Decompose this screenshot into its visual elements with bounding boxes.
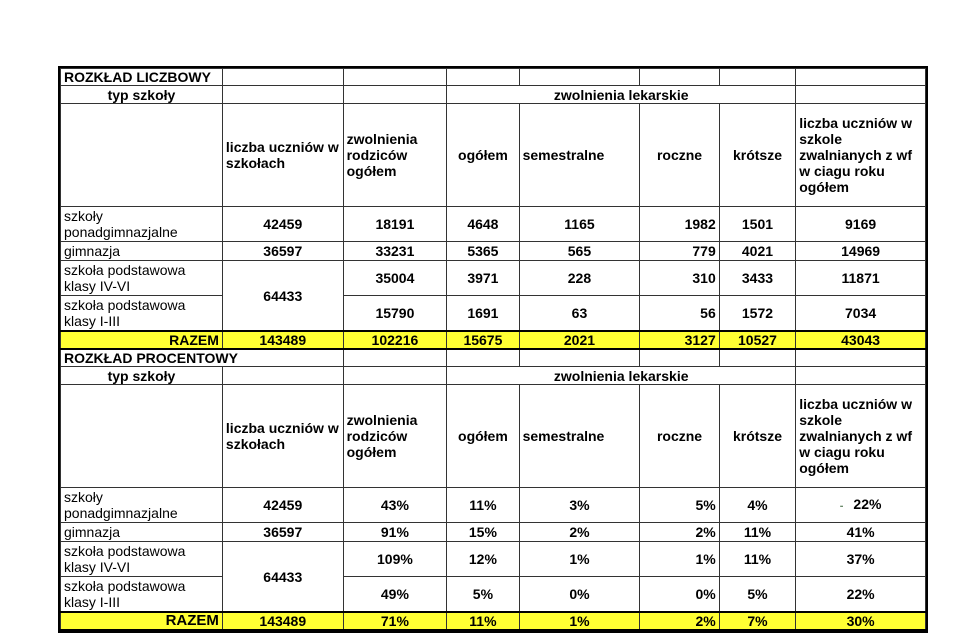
cell-value: 4%: [719, 488, 795, 523]
cell-value: 91%: [343, 523, 447, 542]
row-label-razem: RAZEM: [61, 331, 223, 349]
total-row: [61, 331, 926, 349]
cell-value: 143489: [222, 331, 343, 349]
cell-value: 4648: [447, 207, 519, 242]
cell-value: 5%: [719, 577, 795, 613]
data-table: [60, 68, 926, 631]
cell-value: 5%: [447, 577, 519, 613]
tick-mark: -: [839, 500, 844, 512]
cell-value: 1%: [519, 542, 640, 577]
table-row: [61, 542, 926, 577]
cell-value: 1165: [519, 207, 640, 242]
cell-value: 56: [640, 296, 719, 332]
header-roczne: roczne: [640, 385, 719, 488]
row-label: szkoły ponadgimnazjalne: [61, 207, 223, 242]
cell-value: 2021: [519, 331, 640, 349]
header-krotsze: krótsze: [719, 385, 795, 488]
row-label: szkoły ponadgimnazjalne: [61, 488, 223, 523]
cell-value: 2%: [519, 523, 640, 542]
cell-value: 37%: [796, 542, 926, 577]
cell-value: 3%: [519, 488, 640, 523]
header-typ-szkoly: typ szkoły: [61, 86, 223, 104]
cell-value: 1982: [640, 207, 719, 242]
cell-value: 1501: [719, 207, 795, 242]
cell-value: 15675: [447, 331, 519, 349]
cell-value: 1572: [719, 296, 795, 332]
cell-value: 0%: [640, 577, 719, 613]
cell-value: 9169: [796, 207, 926, 242]
cell-value: 11%: [447, 488, 519, 523]
cell-value: 11%: [719, 542, 795, 577]
cell-value: 30%: [796, 612, 926, 630]
row-label: szkoła podstawowa klasy I-III: [61, 577, 223, 613]
cell-value: 7%: [719, 612, 795, 630]
header-zwolnienia-lekarskie: zwolnienia lekarskie: [447, 86, 796, 104]
row-label: gimnazja: [61, 523, 223, 542]
header-liczba-uczniow: liczba uczniów w szkołach: [222, 385, 343, 488]
cell-value: 14969: [796, 242, 926, 261]
cell-value: 779: [640, 242, 719, 261]
cell-value: 0%: [519, 577, 640, 613]
cell-value: 11%: [719, 523, 795, 542]
cell-value: 3433: [719, 261, 795, 296]
cell-value: 41%: [796, 523, 926, 542]
cell-value: 43043: [796, 331, 926, 349]
header-semestralne: semestralne: [519, 385, 640, 488]
row-label-razem: RAZEM: [61, 612, 223, 630]
table-row: [61, 296, 926, 332]
cell-value: 3971: [447, 261, 519, 296]
table-row: [61, 242, 926, 261]
spreadsheet: [58, 66, 928, 633]
cell-value: 64433: [222, 261, 343, 332]
cell-value: 11%: [447, 612, 519, 630]
cell-value: 5365: [447, 242, 519, 261]
cell-value: 43%: [343, 488, 447, 523]
table-row: [61, 523, 926, 542]
table-row: [61, 261, 926, 296]
cell-value-zwalniani: [796, 488, 926, 523]
cell-value: 35004: [343, 261, 447, 296]
cell-value: 64433: [222, 542, 343, 613]
cell-value: 2%: [640, 523, 719, 542]
table-row: [61, 207, 926, 242]
row-label: szkoła podstawowa klasy I-III: [61, 296, 223, 332]
cell-value: 49%: [343, 577, 447, 613]
cell-value: 36597: [222, 242, 343, 261]
cell-value: 12%: [447, 542, 519, 577]
row-label: szkoła podstawowa klasy IV-VI: [61, 542, 223, 577]
cell-value: 109%: [343, 542, 447, 577]
cell-value: 143489: [222, 612, 343, 630]
section-title-liczbowy: ROZKŁAD LICZBOWY: [61, 69, 223, 86]
cell-value: 3127: [640, 331, 719, 349]
cell-value: 102216: [343, 331, 447, 349]
section-title-procentowy: ROZKŁAD PROCENTOWY: [61, 349, 344, 367]
header-zwalniani: liczba uczniów w szkole zwalnianych z wf w ciagu roku ogółem: [796, 385, 926, 488]
cell-value: 310: [640, 261, 719, 296]
row-label: szkoła podstawowa klasy IV-VI: [61, 261, 223, 296]
cell-value: 4021: [719, 242, 795, 261]
cell-value: 18191: [343, 207, 447, 242]
header-zwolnienia-rodzicow: zwolnienia rodziców ogółem: [343, 104, 447, 207]
cell-value: 10527: [719, 331, 795, 349]
cell-value: 42459: [222, 207, 343, 242]
cell-value: 1%: [519, 612, 640, 630]
table-row: [61, 577, 926, 613]
cell-value: 7034: [796, 296, 926, 332]
cell-value: 5%: [640, 488, 719, 523]
cell-value: 2%: [640, 612, 719, 630]
total-row: [61, 612, 926, 630]
table-row: [61, 488, 926, 523]
header-ogolem: ogółem: [447, 385, 519, 488]
cell-value: 228: [519, 261, 640, 296]
cell-value: 22%: [796, 577, 926, 613]
header-roczne: roczne: [640, 104, 719, 207]
header-zwalniani: liczba uczniów w szkole zwalnianych z wf w ciagu roku ogółem: [796, 104, 926, 207]
cell-value: 15790: [343, 296, 447, 332]
header-typ-szkoly: typ szkoły: [61, 367, 223, 385]
cell-value: 565: [519, 242, 640, 261]
header-krotsze: krótsze: [719, 104, 795, 207]
row-label: gimnazja: [61, 242, 223, 261]
header-zwolnienia-lekarskie: zwolnienia lekarskie: [447, 367, 796, 385]
cell-value: 63: [519, 296, 640, 332]
cell-value: 36597: [222, 523, 343, 542]
cell-value: 71%: [343, 612, 447, 630]
header-liczba-uczniow: liczba uczniów w szkołach: [222, 104, 343, 207]
header-zwolnienia-rodzicow: zwolnienia rodziców ogółem: [343, 385, 447, 488]
cell-value: 1691: [447, 296, 519, 332]
cell-value: 1%: [640, 542, 719, 577]
cell-value: 11871: [796, 261, 926, 296]
header-ogolem: ogółem: [447, 104, 519, 207]
cell-value: 15%: [447, 523, 519, 542]
cell-value: 22%: [853, 496, 882, 512]
cell-value: 42459: [222, 488, 343, 523]
header-semestralne: semestralne: [519, 104, 640, 207]
cell-value: 33231: [343, 242, 447, 261]
